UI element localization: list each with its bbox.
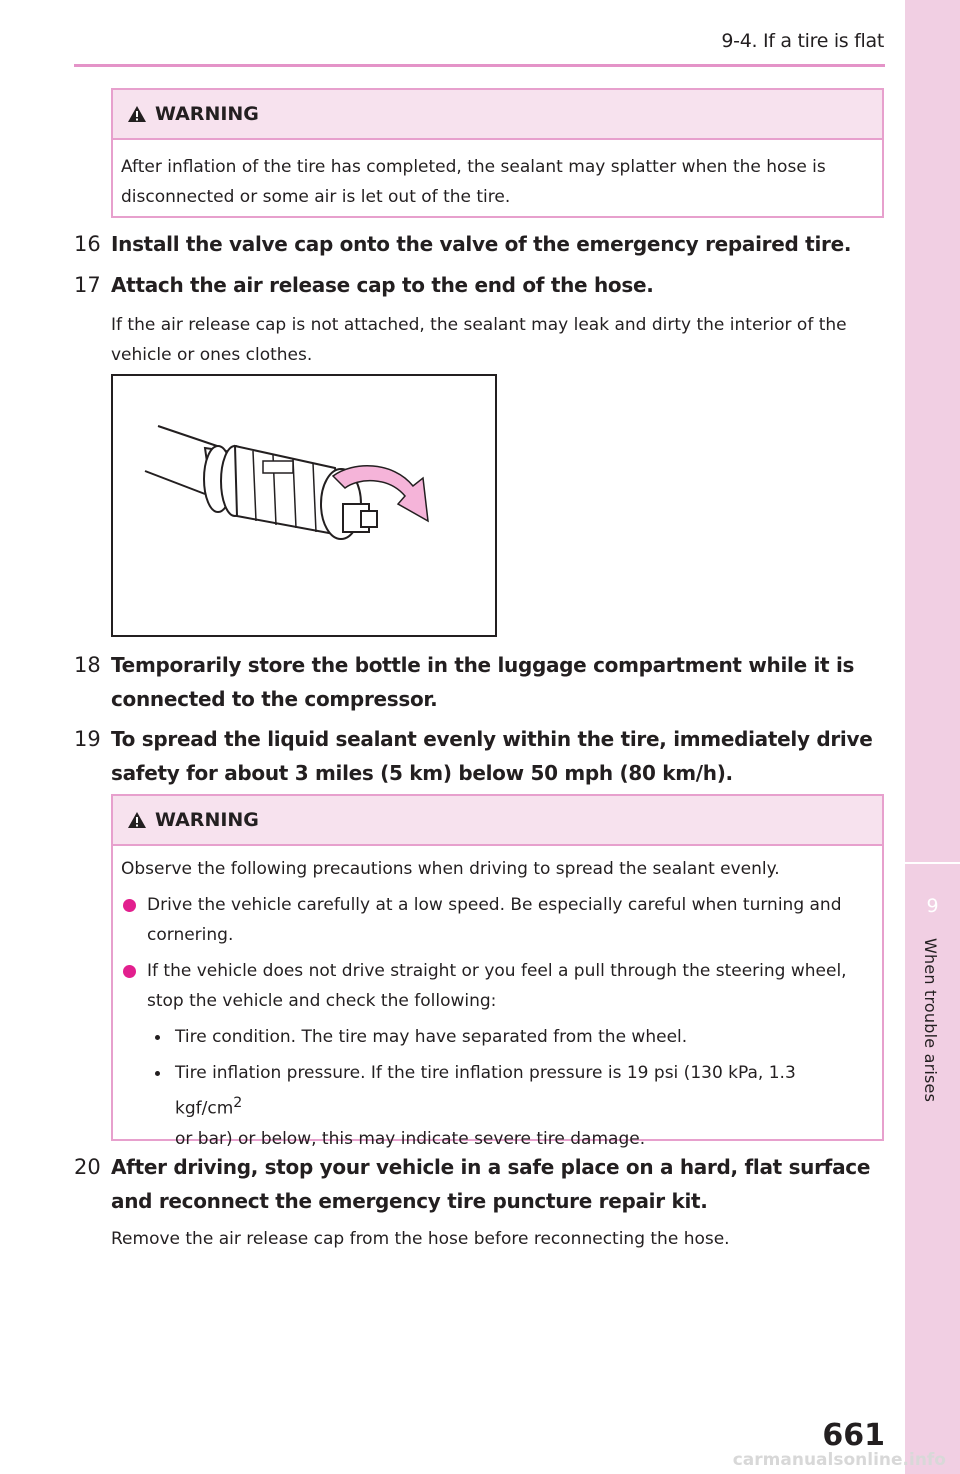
side-tab-divider bbox=[905, 862, 960, 864]
bullet-text: If the vehicle does not drive straight or you feel a pull through the steering wheel, stop the vehicle and check the following: bbox=[147, 961, 847, 1011]
warning-text: After inflation of the tire has completed, the sealant may splatter when the hose is disconnected or some air is let out of the tire. bbox=[121, 157, 826, 207]
step-number: 19 bbox=[74, 727, 101, 751]
warning-triangle-icon bbox=[127, 811, 147, 829]
step-20-note: Remove the air release cap from the hose before reconnecting the hose. bbox=[111, 1229, 730, 1249]
chapter-side-tab bbox=[905, 0, 960, 1474]
bullet-dot-icon bbox=[123, 965, 136, 978]
warning-sub-bullet bbox=[121, 1022, 866, 1052]
warning-bullet bbox=[121, 890, 866, 950]
sub-bullet-dot-icon bbox=[155, 1071, 160, 1076]
bullet-text: Drive the vehicle carefully at a low speed. Be especially careful when turning and cornering. bbox=[147, 895, 842, 945]
warning-header bbox=[113, 796, 882, 846]
section-title: 9-4. If a tire is flat bbox=[721, 30, 884, 52]
step-16 bbox=[74, 227, 884, 261]
sub-bullet-text: Tire condition. The tire may have separated from the wheel. bbox=[175, 1027, 688, 1047]
warning-box-1 bbox=[111, 88, 884, 218]
step-number: 17 bbox=[74, 273, 101, 297]
step-18 bbox=[74, 648, 884, 716]
header-divider bbox=[74, 64, 885, 67]
step-text: Attach the air release cap to the end of the hose. bbox=[111, 273, 654, 297]
sub-bullet-text-cont: or bar) or below, this may indicate severe tire damage. bbox=[175, 1128, 646, 1149]
warning-sub-bullet bbox=[121, 1058, 866, 1154]
step-text: Temporarily store the bottle in the luggage compartment while it is connected to the compressor. bbox=[111, 653, 855, 711]
step-text: To spread the liquid sealant evenly within the tire, immediately drive safety for about 3 miles (5 km) below 50 mph (80 km/h). bbox=[111, 727, 873, 785]
step-17-note: If the air release cap is not attached, the sealant may leak and dirty the interior of the vehicle or ones clothes. bbox=[111, 315, 847, 365]
sub-bullet-dot-icon bbox=[155, 1035, 160, 1040]
step-text: Install the valve cap onto the valve of the emergency repaired tire. bbox=[111, 232, 852, 256]
air-release-cap-illustration bbox=[111, 374, 497, 637]
superscript: 2 bbox=[233, 1095, 243, 1111]
chapter-number: 9 bbox=[926, 895, 939, 917]
warning-intro: Observe the following precautions when driving to spread the sealant evenly. bbox=[121, 859, 780, 879]
hose-cap-drawing bbox=[113, 376, 495, 635]
chapter-title: When trouble arises bbox=[921, 938, 940, 1103]
watermark: carmanualsonline.info bbox=[732, 1450, 946, 1470]
page-number: 661 bbox=[822, 1418, 885, 1453]
step-20 bbox=[74, 1150, 884, 1218]
step-19 bbox=[74, 722, 884, 790]
warning-body bbox=[113, 846, 882, 1164]
warning-triangle-icon bbox=[127, 105, 147, 123]
step-text: After driving, stop your vehicle in a safe place on a hard, flat surface and reconnect the emergency tire puncture repair kit. bbox=[111, 1155, 871, 1213]
step-number: 18 bbox=[74, 653, 101, 677]
warning-box-2 bbox=[111, 794, 884, 1149]
warning-bullet bbox=[121, 956, 866, 1016]
sub-bullet-text: Tire inflation pressure. If the tire inflation pressure is 19 psi (130 kPa, 1.3 kgf/cm bbox=[175, 1063, 796, 1119]
step-number: 20 bbox=[74, 1155, 101, 1179]
step-17 bbox=[74, 268, 884, 302]
warning-title: WARNING bbox=[155, 809, 259, 831]
warning-title: WARNING bbox=[155, 103, 259, 125]
bullet-dot-icon bbox=[123, 899, 136, 912]
warning-header bbox=[113, 90, 882, 140]
step-number: 16 bbox=[74, 232, 101, 256]
